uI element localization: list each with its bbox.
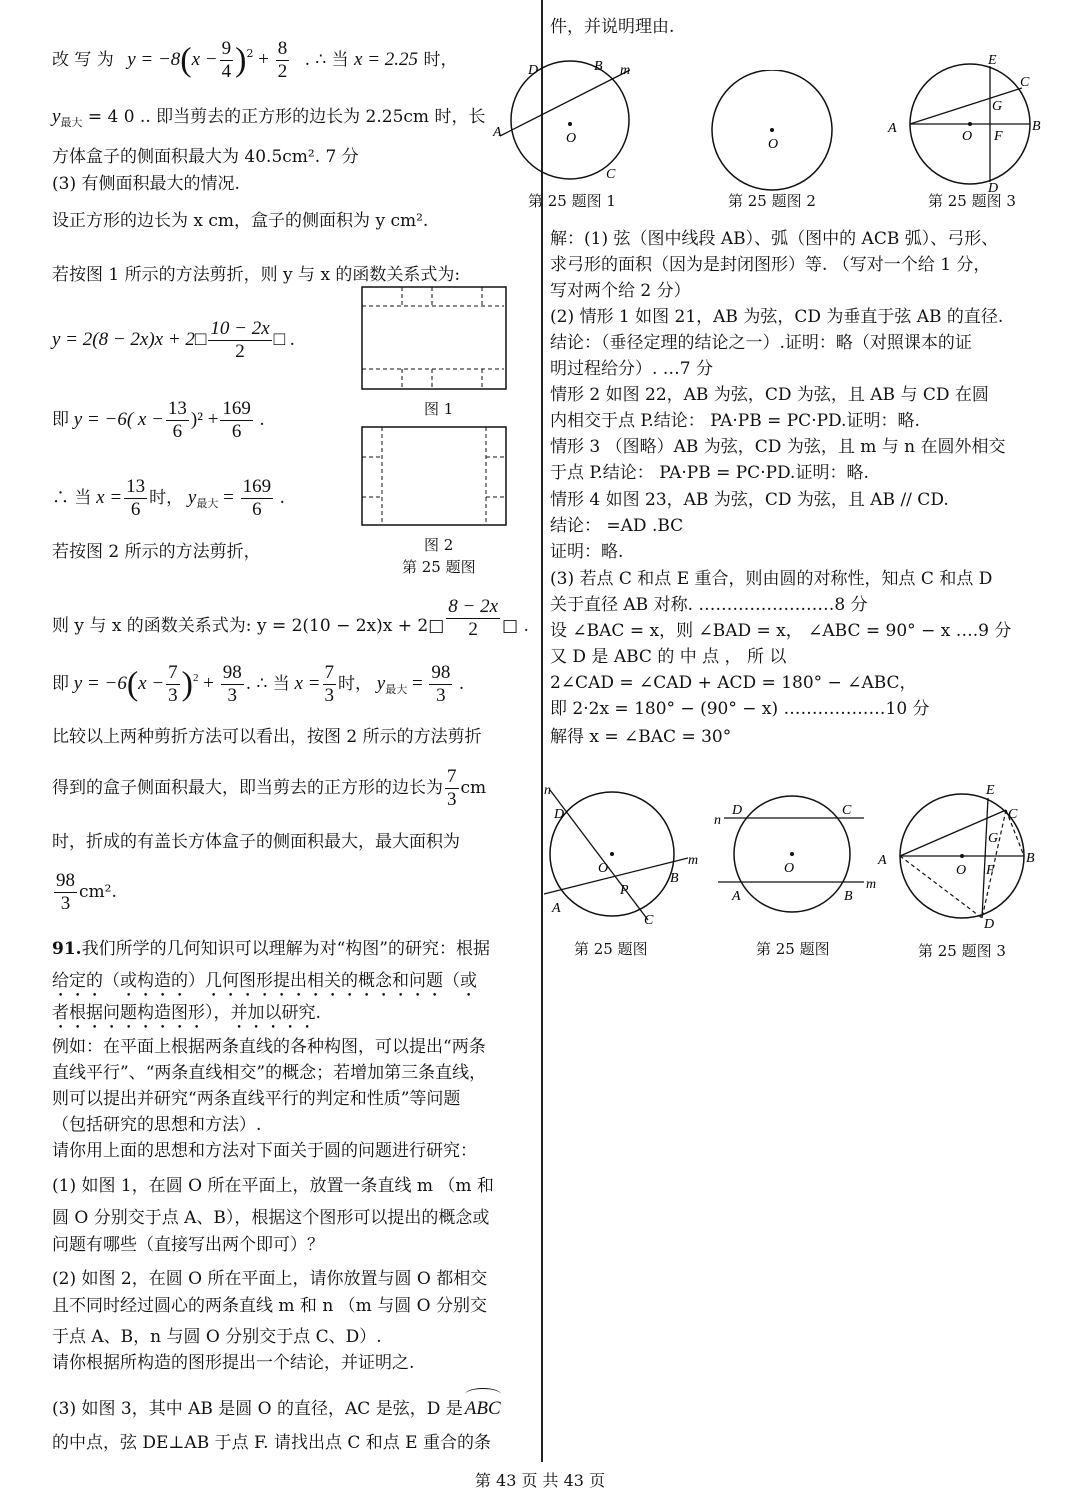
text: 即 [52, 673, 69, 694]
line-10: 若按图 2 所示的方法剪折， [52, 542, 261, 562]
svg-text:E: E [986, 783, 995, 798]
svg-text:F: F [994, 129, 1003, 144]
text: . ∴ 当 [304, 50, 349, 70]
r-line-4: (2) 情形 1 如图 21，AB 为弦，CD 为垂直于弦 AB 的直径. [550, 307, 1004, 327]
q91-line-1 [52, 938, 490, 960]
svg-text:D: D [988, 181, 999, 192]
svg-text:A: A [493, 125, 502, 140]
fig1-dashes [362, 287, 504, 389]
text: 即 [52, 409, 69, 430]
formula: y = 2(8 − 2x)x + 2□ [52, 328, 207, 350]
center-dot [770, 128, 774, 132]
q91-line-6: 则可以提出并研究“两条直线平行的判定和性质”等问题 [52, 1089, 461, 1109]
svg-text:D: D [984, 917, 995, 930]
center-dot [568, 122, 572, 126]
fig25-3-diagram [886, 52, 1046, 192]
svg-text:E: E [988, 53, 997, 68]
r-line-10: 于点 P.结论： PA·PB = PC·PD.证明：略. [550, 463, 869, 483]
line-6: 若按图 1 所示的方法剪折，则 y 与 x 的函数关系式为: [52, 265, 461, 285]
num: 169 [222, 398, 251, 419]
fig2-rect [362, 427, 506, 525]
r-line-2: 求弓形的面积（因为是封闭图形）等. （写对一个给 1 分， [550, 255, 991, 275]
center-dot [960, 854, 964, 858]
fig2-dashes [362, 427, 506, 525]
den: 3 [227, 685, 237, 706]
r-line-13: 证明：略. [550, 542, 624, 562]
line-3: 方体盒子的侧面积最大为 40.5cm². 7 分 [52, 147, 359, 167]
num: 13 [126, 476, 146, 497]
num: 13 [167, 398, 187, 419]
caption-fig6: 第 25 题图 3 [918, 942, 1006, 960]
q91-line-10: 圆 O 分别交于点 A、B），根据这个图形可以提出的概念或 [52, 1208, 490, 1228]
caption-fig1: 第 25 题图 1 [528, 192, 616, 210]
r-line-11: 情形 4 如图 23，AB 为弦，CD 为弦，且 AB // CD. [550, 490, 949, 510]
text: cm [460, 778, 487, 798]
r-line-8: 内相交于点 P.结论： PA·PB = PC·PD.证明：略. [550, 411, 920, 431]
svg-text:C: C [1008, 807, 1018, 822]
q91-line-12: (2) 如图 2，在圆 O 所在平面上，请你放置与圆 O 都相交 [52, 1269, 488, 1289]
svg-text:O: O [768, 137, 779, 152]
line-4: (3) 有侧面积最大的情况. [52, 174, 240, 194]
text: 得到的盒子侧面积最大，即当剪去的正方形的边长为 [52, 778, 443, 798]
den: 6 [252, 499, 262, 520]
line-13: 比较以上两种剪折方法可以看出，按图 2 所示的方法剪折 [52, 727, 482, 747]
line-12: 即 y = −6(x − $\frac{7}{3}$ )$^2$ + $\frac{98}{3}$ . ∴ 当 x = $\frac{7}{3}$ 时， $y_{最大}$ = $\frac{98}{3}$ . [52, 662, 464, 706]
line-11 [52, 596, 529, 641]
line-8: 即 y = −6( x − $\frac{13}{6}$ )² + $\frac{169}{6}$ . [52, 398, 265, 442]
text: 我们所学的几何知识可以理解为对“构图”的研究：根据 [81, 939, 490, 959]
svg-text:A: A [732, 889, 741, 904]
text: ∴ 当 [52, 487, 92, 508]
den: 6 [172, 421, 183, 442]
q91-line-15: 请你根据所构造的图形提出一个结论，并证明之. [52, 1353, 415, 1373]
num: 7 [168, 662, 178, 683]
chord-ac [910, 88, 1022, 124]
r-line-0: 件，并说明理由. [550, 17, 675, 37]
svg-text:B: B [1026, 851, 1035, 866]
page-footer: 第 43 页 共 43 页 [474, 1471, 606, 1490]
line-m [500, 70, 630, 136]
column-divider [541, 0, 543, 1462]
q91-line-3: 者根据问题构造图形），并加以研究. [52, 1003, 321, 1023]
caption-fig4: 第 25 题图 [574, 940, 648, 958]
svg-text:G: G [992, 99, 1003, 114]
line-9: ∴ 当 x = $\frac{13}{6}$ 时， $y_{最大}$ = $\frac{169}{6}$ . [52, 476, 285, 520]
svg-text:O: O [962, 129, 973, 144]
q91-line-11: 问题有哪些（直接写出两个即可）？ [52, 1235, 324, 1255]
circle-o [511, 61, 629, 179]
q91-line-7: （包括研究的思想和方法）. [52, 1115, 262, 1135]
line-m [544, 858, 688, 894]
r-line-6: 明过程给分）. …7 分 [550, 359, 714, 379]
line-14: 得到的盒子侧面积最大，即当剪去的正方形的边长为 $\frac{7}{3}$ cm [52, 766, 487, 810]
svg-text:C: C [644, 913, 654, 928]
y-max: y [52, 106, 61, 127]
svg-text:A: A [878, 853, 887, 868]
q91-line-8: 请你用上面的思想和方法对下面关于圆的问题进行研究： [52, 1141, 477, 1161]
svg-text:D: D [732, 803, 743, 818]
r-line-19: 即 2·2x = 180° − (90° − x) ………………10 分 [550, 699, 930, 719]
text: (3) 如图 3，其中 AB 是圆 O 的直径，AC 是弦，D 是 [52, 1399, 463, 1419]
q91-line-17: 的中点，弦 DE⊥AB 于点 F. 请找出点 C 和点 E 重合的条 [52, 1433, 491, 1453]
text: □ . [273, 328, 295, 350]
r-line-1: 解：(1) 弦（图中线段 AB）、弧（图中的 ACB 弧）、弓形、 [550, 229, 999, 249]
chord-de [982, 798, 988, 918]
r-line-9: 情形 3 （图略）AB 为弦，CD 为弦，且 m 与 n 在圆外相交 [550, 437, 1006, 457]
svg-text:m: m [620, 63, 631, 78]
den: 2 [235, 341, 245, 362]
svg-text:O: O [566, 131, 577, 146]
r-line-18: 2∠CAD = ∠CAD + ACD = 180° − ∠ABC， [550, 673, 917, 693]
text: 则 y 与 x 的函数关系式为: y = 2(10 − 2x)x + 2□ [52, 616, 445, 636]
fig1-caption: 图 1 [424, 400, 454, 418]
fig2-diagram [360, 425, 518, 533]
den: 3 [168, 685, 178, 706]
q91-line-16 [52, 1398, 501, 1420]
text: 时， [149, 487, 184, 508]
line-n [550, 790, 648, 920]
sub: 最大 [60, 116, 83, 129]
dashed-ad [900, 856, 982, 918]
text: = 4 0 .. 即当剪去的正方形的边长为 2.25cm 时，长 [87, 107, 486, 127]
line-15: 时，折成的有盖长方体盒子的侧面积最大，最大面积为 [52, 832, 460, 852]
line-1: 改 写 为 y = −8(x − $\frac{9}{4}$ )$^2$ + $\frac{8}{2}$ . ∴ 当 x = 2.25 时， [52, 38, 458, 82]
svg-text:O: O [784, 861, 795, 876]
svg-text:A: A [888, 121, 897, 136]
q91-line-9: (1) 如图 1，在圆 O 所在平面上，放置一条直线 m （m 和 [52, 1176, 494, 1196]
r-line-3: 写对两个给 2 分） [550, 281, 691, 301]
den: 6 [130, 499, 141, 520]
caption-fig3: 第 25 题图 3 [928, 192, 1016, 210]
svg-text:C: C [606, 167, 616, 182]
den: 6 [231, 421, 242, 442]
svg-text:P: P [620, 883, 629, 898]
fig1-rect [362, 287, 506, 389]
svg-text:m: m [866, 877, 877, 892]
text: . ∴ 当 [245, 673, 290, 694]
r-line-16: 设 ∠BAC = x，则 ∠BAD = x， ∠ABC = 90° − x ….9 分 [550, 621, 1012, 641]
line-16: $\frac{98}{3}$ cm². [56, 870, 117, 914]
center-dot [790, 852, 794, 856]
fig-case2-diagram [542, 782, 712, 932]
line-2 [52, 106, 485, 134]
svg-text:G: G [988, 831, 999, 846]
svg-text:n: n [544, 783, 551, 798]
num: 10 − 2x [210, 318, 270, 339]
text: □ . [502, 616, 529, 636]
svg-text:B: B [594, 59, 603, 74]
den: 2 [468, 619, 478, 640]
fig1-diagram [360, 284, 518, 396]
line-7 [52, 318, 295, 363]
question-number: 91. [52, 939, 82, 959]
fig2-caption: 图 2 [424, 536, 454, 554]
svg-text:B: B [670, 871, 679, 886]
r-line-5: 结论：（垂径定理的结论之一）.证明：略（对照课本的证 [550, 333, 972, 353]
svg-text:B: B [844, 889, 853, 904]
q91-line-4: 例如：在平面上根据两条直线的各种构图，可以提出“两条 [52, 1037, 486, 1057]
text: 改 写 为 [52, 50, 114, 70]
fig-main-caption: 第 25 题图 [402, 558, 476, 576]
caption-fig5: 第 25 题图 [756, 940, 830, 958]
fig25-1-diagram [490, 56, 640, 186]
r-line-20: 解得 x = ∠BAC = 30° [550, 727, 732, 747]
r-line-17: 又 D 是 ABC 的 中 点 ， 所 以 [550, 647, 787, 667]
svg-text:m: m [688, 853, 699, 868]
arc-label: ABC [464, 1398, 501, 1419]
q91-line-2: 给定的（或构造的）几何图形提出相关的概念和问题（或 [52, 971, 477, 991]
math-x: x = 2.25 [354, 49, 419, 70]
r-line-15: 关于直径 AB 对称. ……………………8 分 [550, 595, 868, 615]
num: 98 [222, 662, 242, 683]
svg-text:A: A [552, 901, 561, 916]
text: cm². [79, 882, 117, 902]
caption-fig2: 第 25 题图 2 [728, 192, 816, 210]
svg-text:D: D [528, 63, 539, 78]
svg-text:O: O [598, 861, 609, 876]
q91-line-14: 于点 A、B，n 与圆 O 分别交于点 C、D）. [52, 1327, 382, 1347]
svg-text:C: C [1020, 75, 1030, 90]
formula: y = −6( x − [73, 408, 164, 430]
fig25-2-diagram [710, 70, 840, 195]
text: )² + [190, 408, 219, 430]
fig-case4-diagram [714, 794, 884, 914]
line-5: 设正方形的边长为 x cm，盒子的侧面积为 y cm². [52, 211, 429, 231]
center-dot [610, 852, 614, 856]
svg-text:B: B [1032, 119, 1041, 134]
svg-text:D: D [554, 807, 565, 822]
text: 时， [423, 50, 458, 70]
svg-text:C: C [842, 803, 852, 818]
svg-text:n: n [714, 813, 721, 828]
text: 时， [338, 673, 373, 694]
q91-line-13: 且不同时经过圆心的两条直线 m 和 n （m 与圆 O 分别交 [52, 1296, 487, 1316]
r-line-12: 结论： =AD .BC [550, 516, 684, 536]
svg-text:F: F [986, 863, 995, 878]
svg-text:O: O [956, 863, 967, 878]
center-dot [968, 122, 972, 126]
num: 8 − 2x [448, 596, 499, 617]
fig25-3b-diagram [876, 780, 1044, 930]
q91-line-5: 直线平行”、“两条直线相交”的概念；若增加第三条直线， [52, 1063, 487, 1083]
r-line-14: (3) 若点 C 和点 E 重合，则由圆的对称性，知点 C 和点 D [550, 569, 993, 589]
r-line-7: 情形 2 如图 22，AB 为弦，CD 为弦，且 AB 与 CD 在圆 [550, 385, 989, 405]
num: 169 [242, 476, 272, 497]
